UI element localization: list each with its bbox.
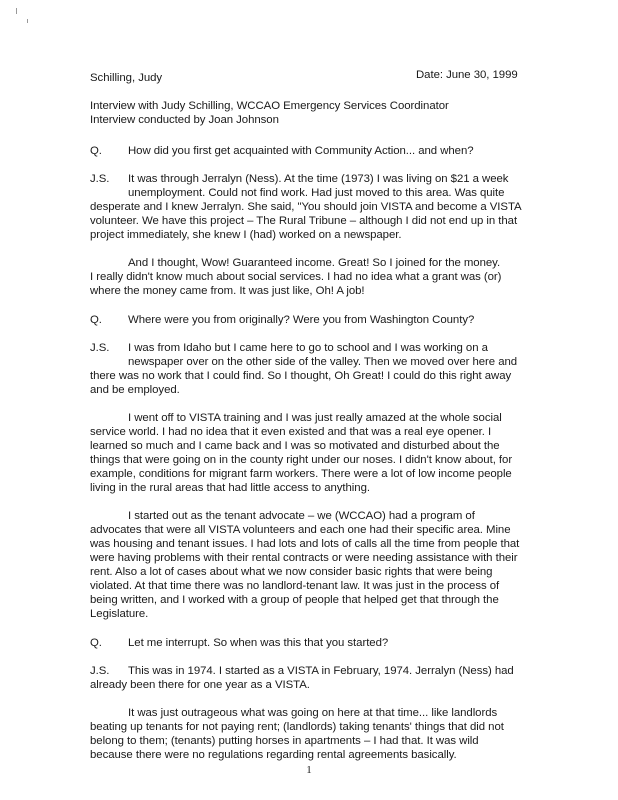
- question-1: [90, 144, 474, 158]
- interview-conductor: Interview conducted by Joan Johnson: [90, 114, 279, 126]
- answer-1-line: unemployment. Could not find work. Had just moved to this area. Was quite: [128, 187, 505, 199]
- question-text: Where were you from originally? Were you from Washington County?: [128, 314, 475, 326]
- paragraph-line: things that were going on in the county right under our noses. I didn't know about, for: [90, 454, 513, 466]
- paragraph-line: living in the rural areas that had little access to anything.: [90, 482, 370, 494]
- paragraph-line: I really didn't know much about social services. I had no idea what a grant was (or): [90, 271, 502, 283]
- paragraph-line: advocates that were all VISTA volunteers and each one had their specific area. Mine: [90, 524, 511, 536]
- paragraph-line: I went off to VISTA training and I was just really amazed at the whole social: [128, 412, 502, 424]
- question-text: How did you first get acquainted with Community Action... and when?: [128, 145, 474, 157]
- question-2: [90, 313, 474, 327]
- paragraph-line: example, conditions for migrant farm workers. There were a lot of low income people: [90, 468, 512, 480]
- answer-2-line: and be employed.: [90, 384, 180, 396]
- speaker-label: Q.: [90, 314, 102, 326]
- answer-text: This was in 1974. I started as a VISTA in February, 1974. Jerralyn (Ness) had: [128, 665, 514, 677]
- answer-text: It was through Jerralyn (Ness). At the time (1973) I was living on $21 a week: [128, 173, 509, 185]
- answer-1-line: volunteer. We have this project – The Rural Tribune – although I did not end up in that: [90, 215, 518, 227]
- paragraph-line: service world. I had no idea that it even existed and that was a real eye opener. I: [90, 426, 492, 438]
- speaker-label: Q.: [90, 637, 102, 649]
- paragraph-line: because there were no regulations regarding rental agreements basically.: [90, 749, 457, 761]
- scan-speck: [27, 19, 28, 23]
- paragraph-line: where the money came from. It was just like, Oh! A job!: [90, 285, 365, 297]
- paragraph-line: was housing and tenant issues. I had lots and lots of calls all the time from people that: [90, 538, 520, 550]
- paragraph-line: It was just outrageous what was going on here at that time... like landlords: [128, 707, 498, 719]
- paragraph-line: learned so much and I came back and I was so motivated and disturbed about the: [90, 440, 500, 452]
- paragraph-line: I started out as the tenant advocate – we (WCCAO) had a program of: [128, 510, 475, 522]
- document-date: Date: June 30, 1999: [416, 69, 518, 81]
- paragraph-line: being written, and I worked with a group of people that helped get that through the: [90, 594, 499, 606]
- interview-title: Interview with Judy Schilling, WCCAO Emergency Services Coordinator: [90, 100, 449, 112]
- paragraph-line: belong to them; (tenants) putting horses in apartments – I had that. It was wild: [90, 735, 479, 747]
- question-text: Let me interrupt. So when was this that you started?: [128, 637, 389, 649]
- answer-2-line: newspaper over on the other side of the valley. Then we moved over here and: [128, 356, 518, 368]
- speaker-label: Q.: [90, 145, 102, 157]
- answer-3-line: [90, 664, 514, 678]
- answer-2-line: [90, 341, 488, 355]
- scan-speck: [16, 8, 17, 14]
- answer-3-line: already been there for one year as a VISTA.: [90, 679, 310, 691]
- paragraph-line: rent. Also a lot of cases about what we now consider basic rights that were being: [90, 566, 493, 578]
- paragraph-line: And I thought, Wow! Guaranteed income. Great! So I joined for the money.: [128, 257, 501, 269]
- speaker-label: J.S.: [90, 665, 110, 677]
- paragraph-line: violated. At that time there was no landlord-tenant law. It was just in the process of: [90, 580, 500, 592]
- answer-1-line: [90, 172, 508, 186]
- question-3: [90, 636, 388, 650]
- answer-1-line: desperate and I knew Jerralyn. She said, "You should join VISTA and become a VISTA: [90, 201, 522, 213]
- page-number: 1: [306, 764, 312, 776]
- answer-1-line: project immediately, she knew I (had) worked on a newspaper.: [90, 229, 402, 241]
- paragraph-line: were having problems with their rental contracts or were needing assistance with their: [90, 552, 518, 564]
- paragraph-line: beating up tenants for not paying rent; (landlords) taking tenants' things that did not: [90, 721, 504, 733]
- speaker-label: J.S.: [90, 342, 110, 354]
- answer-2-line: there was no work that I could find. So I thought, Oh Great! I could do this right away: [90, 370, 512, 382]
- author-name: Schilling, Judy: [90, 72, 163, 84]
- speaker-label: J.S.: [90, 173, 110, 185]
- answer-text: I was from Idaho but I came here to go to school and I was working on a: [128, 342, 488, 354]
- paragraph-line: Legislature.: [90, 608, 149, 620]
